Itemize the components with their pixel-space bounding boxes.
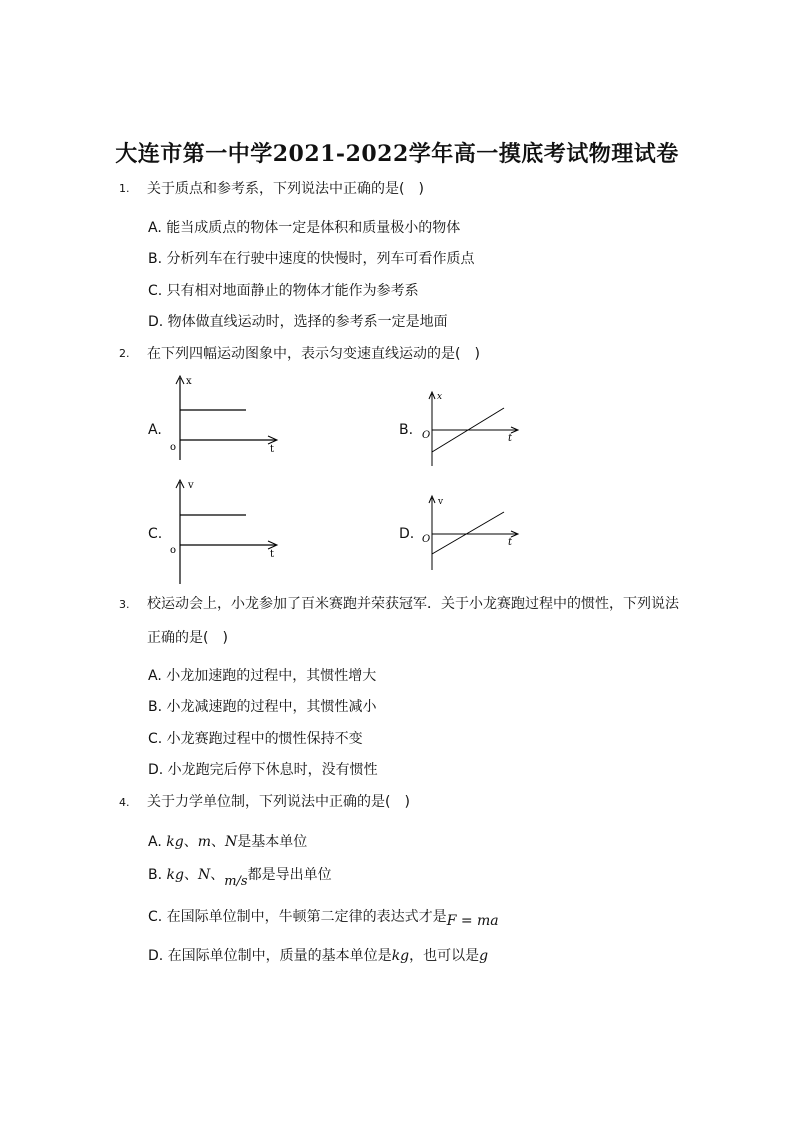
option-c: C. 只有相对地面静止的物体才能作为参考系	[148, 283, 419, 299]
option-b: B. 小龙减速跑的过程中，其惯性减小	[148, 699, 377, 715]
graph-d-y-label: v	[438, 497, 444, 507]
question-stem	[147, 343, 480, 363]
graph-a-x-label: t	[270, 444, 275, 455]
graph-d-x-label: t	[508, 537, 513, 548]
question-number: 2.	[119, 347, 130, 360]
option-a: A. 小龙加速跑的过程中，其惯性增大	[148, 668, 377, 684]
question-number: 3.	[119, 598, 130, 611]
option-text: ，也可以是	[409, 948, 480, 964]
graph-c	[160, 476, 290, 586]
unit-kg: kg	[166, 867, 184, 883]
unit-m-per-s: m/s	[224, 874, 248, 889]
option-a: A. 能当成质点的物体一定是体积和质量极小的物体	[148, 220, 461, 236]
option-letter: B.	[148, 867, 163, 883]
graph-d-origin: O	[422, 534, 431, 545]
answer-blank: ( )	[455, 346, 480, 362]
question-stem-text: 在下列四幅运动图象中，表示匀变速直线运动的是	[147, 346, 455, 362]
option-letter: D.	[148, 948, 164, 964]
question-stem-text: 关于质点和参考系，下列说法中正确的是	[147, 181, 399, 197]
unit-g: g	[479, 948, 489, 964]
graph-b-x-label: t	[508, 433, 513, 444]
graph-a-origin: o	[170, 442, 177, 453]
separator: 、	[210, 867, 225, 883]
answer-blank: ( )	[203, 630, 228, 646]
option-d: D. 物体做直线运动时，选择的参考系一定是地面	[148, 314, 448, 330]
graph-a-y-label: x	[186, 376, 192, 387]
option-a	[148, 831, 307, 851]
graph-d	[412, 492, 522, 572]
question-number: 1.	[119, 182, 130, 195]
question-stem-line1: 校运动会上，小龙参加了百米赛跑并荣获冠军．关于小龙赛跑过程中的惯性，下列说法	[147, 596, 679, 612]
unit-kg: kg	[166, 834, 184, 850]
answer-blank: ( )	[399, 181, 424, 197]
option-letter: C.	[148, 909, 163, 925]
page-title: 大连市第一中学2021-2022学年高一摸底考试物理试卷	[115, 141, 679, 167]
graph-c-x-label: t	[270, 549, 275, 560]
formula: F = ma	[446, 913, 499, 929]
question-stem	[147, 791, 410, 811]
graph-c-y-label: v	[188, 480, 194, 491]
graph-a	[160, 372, 290, 462]
separator: 、	[183, 867, 198, 883]
unit-kg: kg	[391, 948, 410, 964]
question-stem-text: 正确的是	[147, 630, 203, 646]
separator: 、	[183, 834, 198, 850]
graph-a-label: A.	[148, 422, 162, 438]
option-b	[148, 864, 332, 889]
option-text: 在国际单位制中，质量的基本单位是	[167, 948, 392, 964]
graph-b-origin: O	[422, 430, 431, 441]
question-stem-line2	[147, 627, 228, 647]
graph-c-origin: o	[170, 545, 177, 556]
option-c	[148, 906, 499, 929]
question-stem	[147, 178, 424, 198]
graph-b-y-label: x	[437, 392, 443, 402]
unit-n: N	[197, 867, 211, 883]
graph-d-line	[432, 512, 504, 554]
option-text: 都是导出单位	[247, 867, 332, 883]
option-c: C. 小龙赛跑过程中的惯性保持不变	[148, 731, 363, 747]
option-letter: A.	[148, 834, 162, 850]
option-text: 是基本单位	[237, 834, 308, 850]
graph-d-label: D.	[399, 526, 415, 542]
question-number: 4.	[119, 796, 130, 809]
option-d	[148, 945, 488, 965]
unit-n: N	[224, 834, 238, 850]
option-b: B. 分析列车在行驶中速度的快慢时，列车可看作质点	[148, 251, 475, 267]
question-stem-text: 关于力学单位制，下列说法中正确的是	[147, 794, 385, 810]
answer-blank: ( )	[385, 794, 410, 810]
separator: 、	[210, 834, 225, 850]
option-text: 在国际单位制中，牛顿第二定律的表达式才是	[166, 909, 447, 925]
graph-b	[412, 388, 522, 468]
option-d: D. 小龙跑完后停下休息时，没有惯性	[148, 762, 378, 778]
graph-c-label: C.	[148, 526, 163, 542]
unit-m: m	[197, 834, 211, 850]
graph-b-label: B.	[399, 422, 414, 438]
